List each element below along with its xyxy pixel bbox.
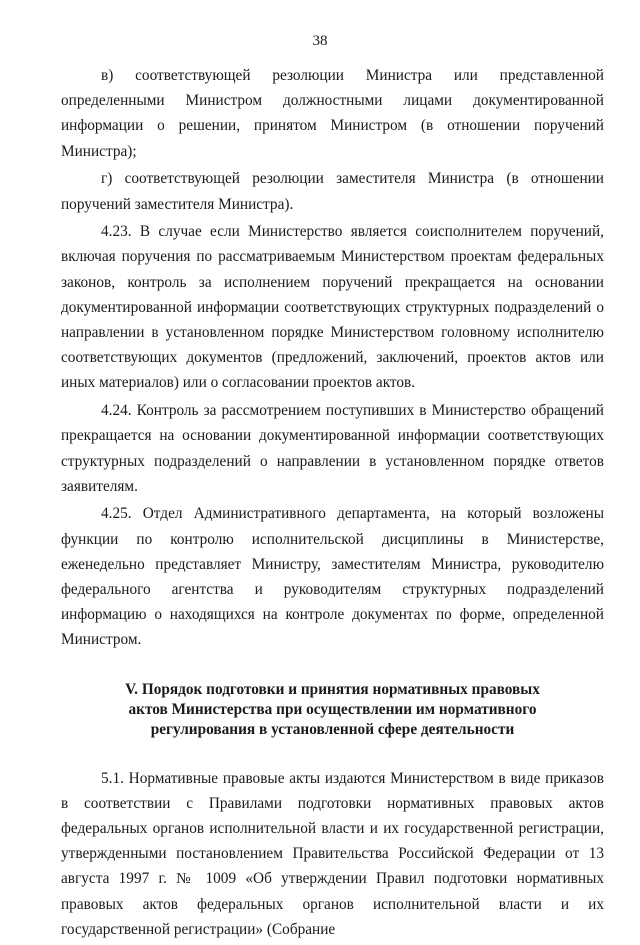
section-heading-line-3: регулирования в установленной сфере деятельности (150, 720, 515, 738)
section-heading-line-1: V. Порядок подготовки и принятия нормативных правовых (125, 680, 540, 698)
paragraph-5-1: 5.1. Нормативные правовые акты издаются Министерством в виде приказов в соответствии с Правилами подготовки нормативных правовых актов федеральных органов исполнительной власти и их государственной регистрации, утвержденными постановлением Правительства Российской Федерации от 13 августа 1997 г. № 1009 «Об утверждении Правил подготовки нормативных правовых актов федеральных органов исполнительной власти и их государственной регистрации» (Собрание (61, 769, 604, 938)
page-number: 38 (312, 33, 328, 49)
paragraph-clause-v: в) соответствующей резолюции Министра или представленной определенными Министром должностными лицами документированной информации о решении, принятом Министром (в отношении поручений Министра); (61, 67, 604, 160)
paragraph-clause-g: г) соответствующей резолюции заместителя Министра (в отношении поручений заместителя Министра). (61, 170, 604, 213)
paragraph-4-23: 4.23. В случае если Министерство является соисполнителем поручений, включая поручения по рассматриваемым Министерством проектам федеральных законов, контроль за исполнением поручений прекращается на основании документированной информации соответствующих структурных подразделений о направлении в установленном порядке Министерством головному исполнителю соответствующих документов (предложений, заключений, проектов актов или иных материалов) или о согласовании проектов актов. (61, 223, 604, 392)
document-body (61, 63, 604, 945)
section-heading (61, 680, 604, 740)
paragraph-4-24: 4.24. Контроль за рассмотрением поступивших в Министерство обращений прекращается на основании документированной информации соответствующих структурных подразделений о направлении в установленном порядке ответов заявителям. (61, 402, 604, 495)
section-heading-line-2: актов Министерства при осуществлении им нормативного (128, 700, 537, 718)
paragraph-4-25: 4.25. Отдел Административного департамента, на который возложены функции по контролю исполнительской дисциплины в Министерстве, еженедельно представляет Министру, заместителям Министра, руководителю федерального агентства и руководителям структурных подразделений информацию о находящихся на контроле документах по форме, определенной Министром. (61, 505, 604, 649)
